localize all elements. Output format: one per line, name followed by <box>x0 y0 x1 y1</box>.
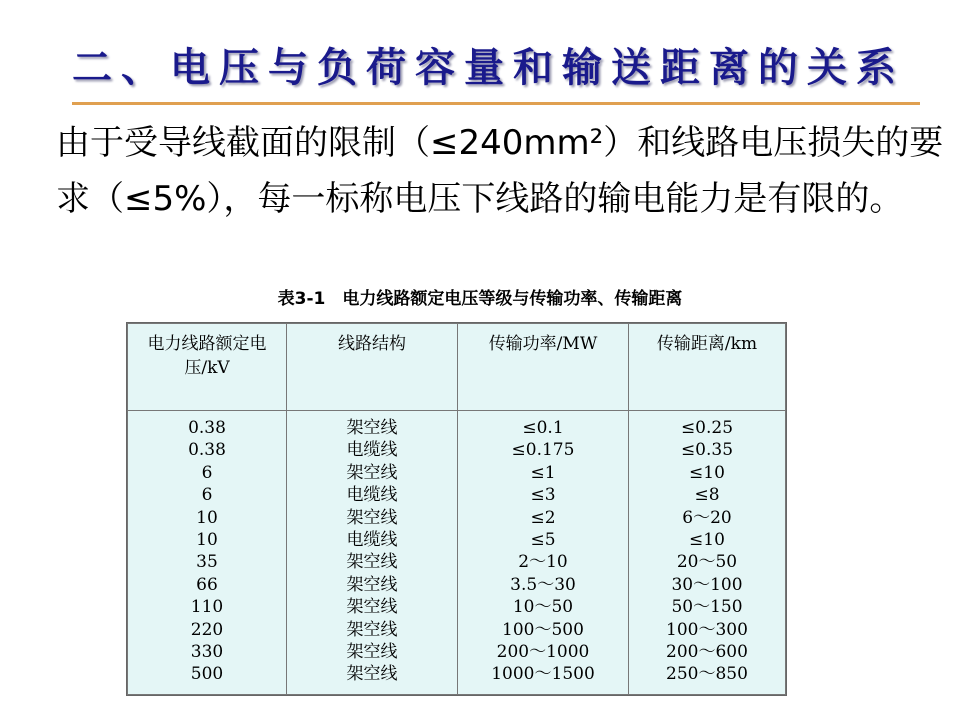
table-cell: ≤0.25 <box>680 418 734 438</box>
table-caption: 表3-1 电力线路额定电压等级与传输功率、传输距离 <box>277 289 683 309</box>
table-cell: 6 <box>201 485 213 506</box>
table-cell: 6 <box>201 462 213 483</box>
table-cell: 0.38 <box>188 418 226 438</box>
column-structure <box>287 411 458 695</box>
header-power: 传输功率/MW <box>458 324 629 411</box>
table-cell: 200～1000 <box>496 642 590 663</box>
table-cell: ≤2 <box>530 507 556 528</box>
table-cell: 100～300 <box>666 619 748 640</box>
table-cell: 0.38 <box>188 440 226 461</box>
header-structure: 线路结构 <box>287 324 458 411</box>
column-voltage <box>128 411 287 695</box>
table-cell: 3.5～30 <box>510 574 576 595</box>
table-cell: ≤0.175 <box>511 440 575 461</box>
table-cell: 200～600 <box>666 642 748 663</box>
table-cell: ≤1 <box>530 462 556 483</box>
voltage-table <box>127 323 786 695</box>
table-cell: 250～850 <box>666 664 748 685</box>
table-cell: 50～150 <box>671 597 743 618</box>
table-cell: ≤0.35 <box>680 440 734 461</box>
table-cell: 220 <box>190 619 224 640</box>
table-cell: 110 <box>190 597 224 618</box>
table-cell: 10 <box>196 507 218 528</box>
table-cell: 10～50 <box>512 597 574 618</box>
table-cell: 架空线 <box>346 418 398 438</box>
table-body-row <box>128 411 786 695</box>
table-cell: 35 <box>196 552 218 573</box>
table-cell: 架空线 <box>346 597 398 618</box>
table-cell: 架空线 <box>346 642 398 663</box>
table-container <box>126 322 787 696</box>
table-cell: 电缆线 <box>346 440 398 461</box>
table-cell: ≤10 <box>689 530 725 551</box>
table-cell: ≤5 <box>530 530 556 551</box>
header-distance: 传输距离/km <box>629 324 786 411</box>
table-cell: 500 <box>190 664 224 685</box>
table-cell: 架空线 <box>346 507 398 528</box>
table-cell: ≤10 <box>689 462 725 483</box>
column-distance <box>629 411 786 695</box>
table-cell: 1000～1500 <box>491 664 595 685</box>
table-cell: 2～10 <box>518 552 568 573</box>
title-divider <box>72 102 920 105</box>
table-cell: ≤3 <box>530 485 556 506</box>
table-cell: 10 <box>196 530 218 551</box>
table-cell: 架空线 <box>346 552 398 573</box>
column-power <box>458 411 629 695</box>
table-cell: 架空线 <box>346 664 398 685</box>
table-cell: 电缆线 <box>346 530 398 551</box>
header-voltage <box>128 324 287 411</box>
table-cell: ≤0.1 <box>522 418 564 438</box>
table-cell: 66 <box>196 574 218 595</box>
table-cell: 电缆线 <box>346 485 398 506</box>
table-cell: 20～50 <box>676 552 738 573</box>
table-cell: 330 <box>190 642 224 663</box>
table-cell: 架空线 <box>346 462 398 483</box>
table-cell: 6～20 <box>682 507 732 528</box>
table-cell: ≤8 <box>694 485 720 506</box>
table-cell: 30～100 <box>671 574 743 595</box>
table-header-row <box>128 324 786 411</box>
intro-paragraph: 由于受导线截面的限制（≤240mm²）和线路电压损失的要求（≤5%），每一标称电压下线路的输电能力是有限的。 <box>56 123 944 219</box>
table-cell: 100～500 <box>502 619 584 640</box>
table-cell: 架空线 <box>346 619 398 640</box>
header-voltage-label: 电力线路额定电压/kV <box>147 334 267 378</box>
table-cell: 架空线 <box>346 574 398 595</box>
slide-title: 二、电压与负荷容量和输送距离的关系 <box>72 45 905 91</box>
